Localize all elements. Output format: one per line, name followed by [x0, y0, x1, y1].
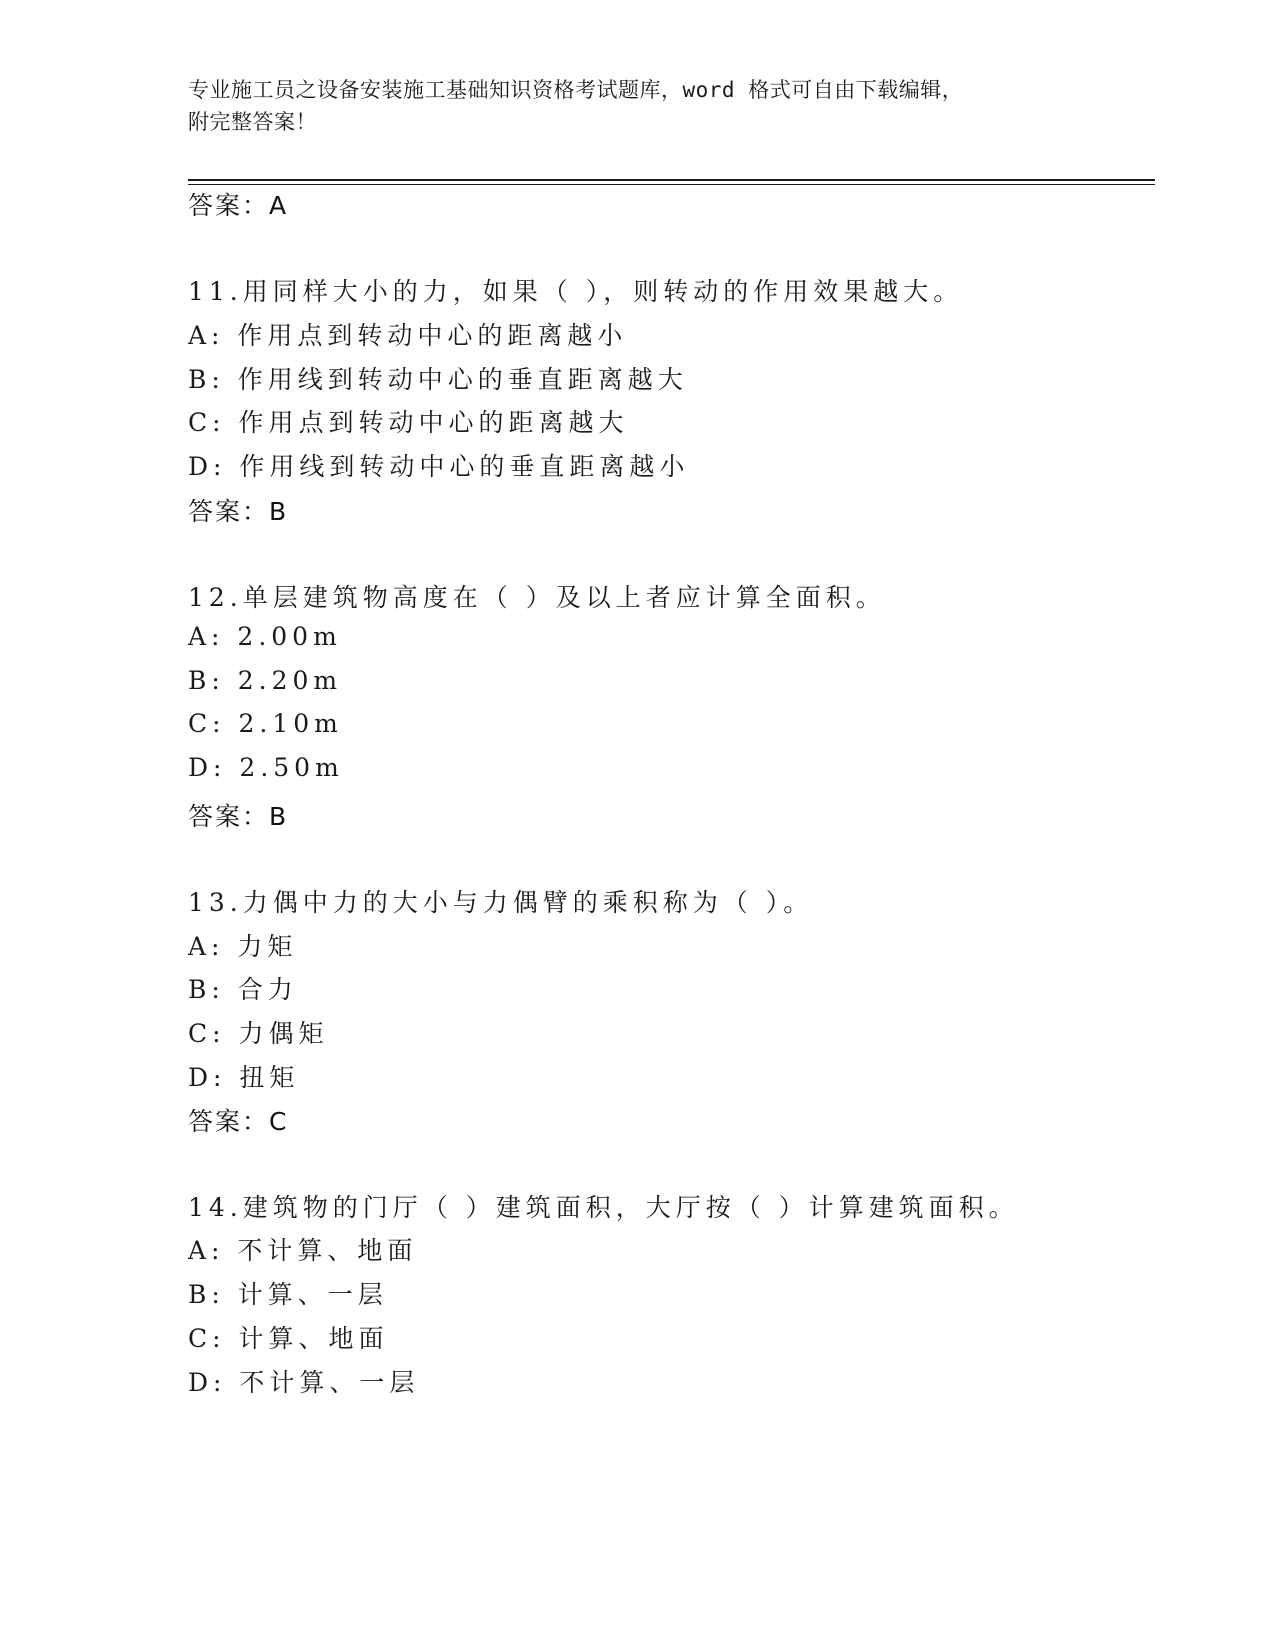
- header-rule-thick: [188, 179, 1155, 181]
- option-a: A: 2.00m: [188, 622, 342, 651]
- option-c: C: 计算、地面: [188, 1324, 389, 1353]
- header-line-2: 附完整答案！: [188, 110, 317, 134]
- option-b: B: 2.20m: [188, 666, 343, 695]
- option-d: D: 2.50m: [188, 753, 344, 782]
- question-stem: 11.用同样大小的力，如果（ ），则转动的作用效果越大。: [188, 277, 964, 306]
- option-c: C: 作用点到转动中心的距离越大: [188, 408, 629, 437]
- option-b: B: 作用线到转动中心的垂直距离越大: [188, 365, 688, 394]
- option-d: D: 作用线到转动中心的垂直距离越小: [188, 452, 690, 481]
- option-d: D: 扭矩: [188, 1063, 300, 1092]
- answer-line: 答案：B: [188, 802, 289, 831]
- option-b: B: 合力: [188, 975, 298, 1004]
- question-stem: 12.单层建筑物高度在（ ）及以上者应计算全面积。: [188, 583, 886, 612]
- answer-line: 答案：B: [188, 497, 289, 526]
- answer-line: 答案：C: [188, 1107, 289, 1136]
- option-c: C: 力偶矩: [188, 1019, 329, 1048]
- question-stem: 14.建筑物的门厅（ ）建筑面积，大厅按（ ）计算建筑面积。: [188, 1193, 1019, 1222]
- option-a: A: 不计算、地面: [188, 1236, 418, 1265]
- question-stem: 13.力偶中力的大小与力偶臂的乘积称为（ ）。: [188, 888, 814, 917]
- answer-line: 答案：A: [188, 191, 289, 220]
- option-a: A: 力矩: [188, 932, 298, 961]
- option-b: B: 计算、一层: [188, 1280, 388, 1309]
- document-header: [188, 74, 1068, 138]
- header-rule-thin: [188, 184, 1155, 185]
- option-a: A: 作用点到转动中心的距离越小: [188, 321, 628, 350]
- header-line-1: 专业施工员之设备安装施工基础知识资格考试题库，word 格式可自由下载编辑，: [188, 78, 964, 102]
- option-c: C: 2.10m: [188, 709, 343, 738]
- option-d: D: 不计算、一层: [188, 1368, 420, 1397]
